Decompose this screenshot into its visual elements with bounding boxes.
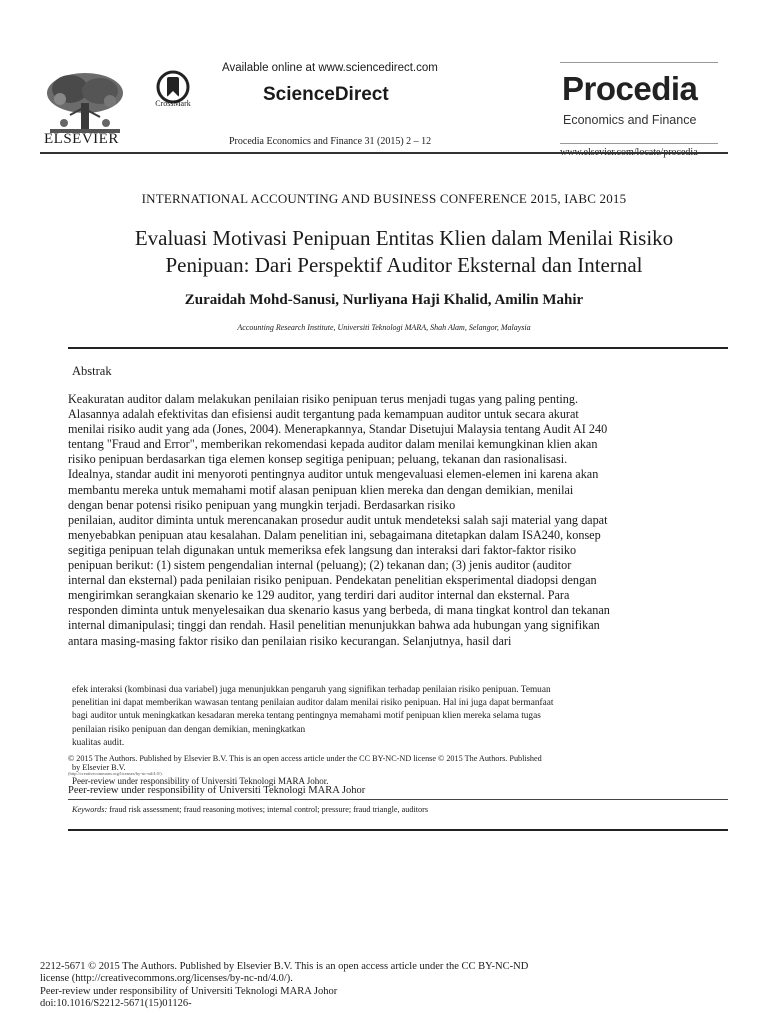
license-link[interactable]: (http://creativecommons.org/licenses/by-nc-nd/4.0/).: [68, 771, 163, 776]
abstract-line: internal dan eksternal) pada penilaian risiko penipuan. Pendekatan penelitian eksperimental diadopsi dengan: [68, 573, 597, 588]
keywords-divider: [68, 799, 728, 800]
abstract-line: menyebabkan penipuan atau kesalahan. Dalam penelitian ini, sebagaimana ditetapkan dalam ISA240, konsep: [68, 527, 601, 542]
article-title: [0, 225, 768, 279]
title-line-2: Penipuan: Dari Perspektif Auditor Eksternal dan Internal: [165, 253, 643, 277]
keywords: [72, 805, 428, 814]
abstract-divider: [68, 347, 728, 349]
abstract-body: [68, 392, 728, 649]
footer-doi[interactable]: doi:10.1016/S2212-5671(15)01126-: [40, 998, 192, 1010]
abstract-continuation: [72, 684, 722, 750]
footer-license-link[interactable]: license (http://creativecommons.org/licenses/by-nc-nd/4.0/).: [40, 973, 293, 985]
conference-name: INTERNATIONAL ACCOUNTING AND BUSINESS CONFERENCE 2015, IABC 2015: [141, 191, 627, 206]
abstract-line: dengan benar potensi risiko penipuan yang mungkin terjadi. Berdasarkan risiko: [68, 497, 456, 512]
peer-review-note-small: Peer-review under responsibility of Universiti Teknologi MARA Johor.: [72, 776, 329, 786]
footer-line: 2212-5671 © 2015 The Authors. Published by Elsevier B.V. This is an open access article under the CC BY-NC-ND: [40, 961, 529, 972]
footer: [40, 961, 600, 1011]
peer-review-note: Peer-review under responsibility of Universiti Teknologi MARA Johor: [68, 785, 366, 796]
keywords-text: fraud risk assessment; fraud reasoning motives; internal control; pressure; fraud triangle, auditors: [107, 805, 429, 814]
available-online-text: Available online at www.sciencedirect.com: [222, 62, 438, 74]
abstract-line: tentang "Fraud and Error", memberikan rekomendasi kepada auditor dalam menilai kemungkinan klien akan: [68, 437, 598, 452]
abstract-heading: Abstrak: [72, 364, 112, 378]
abstract-line: Alasannya adalah efektivitas dan efisiensi audit tergantung pada kemampuan auditor untuk secara akurat: [68, 407, 579, 422]
abstract-line: mengirimkan serangkaian skenario ke 129 auditor, yang terdiri dari auditor internal dan eksternal. Para: [68, 588, 570, 603]
license-notice: [68, 754, 628, 772]
license-line-2: by Elsevier B.V.: [72, 763, 126, 772]
header-divider: [40, 152, 728, 154]
elsevier-wordmark: ELSEVIER: [44, 131, 119, 147]
license-line-1: © 2015 The Authors. Published by Elsevier B.V. This is an open access article under the CC BY-NC-ND license © 2015 The Authors. Published: [68, 754, 542, 763]
journal-reference: Procedia Economics and Finance 31 (2015) 2 – 12: [229, 136, 432, 147]
abstract-line: menilai risiko audit yang ada (Jones, 2004). Menerapkannya, Standar Disetujui Malaysia tentang Audit AI 240: [68, 422, 608, 437]
sciencedirect-logo[interactable]: ScienceDirect: [263, 84, 389, 105]
abstract-end-divider: [68, 829, 728, 831]
authors: Zuraidah Mohd-Sanusi, Nurliyana Haji Khalid, Amilin Mahir: [184, 292, 584, 308]
abstract-line: segitiga penipuan telah digunakan untuk memeriksa efek langsung dan interaksi dari faktor-faktor risiko: [68, 542, 577, 557]
abstract-line: risiko penipuan berdasarkan tiga elemen konsep segitiga penipuan; peluang, tekanan dan rasionalisasi.: [68, 452, 568, 467]
abstract-small-line: penelitian ini dapat memberikan wawasan tentang penilaian auditor dalam menilai risiko penipuan. Hal ini juga dapat bermanfaat: [72, 698, 554, 709]
abstract-small-line: bagi auditor untuk meningkatkan kesadaran mereka tentang pentingnya memahami motif penipuan klien mereka selama tugas: [72, 711, 541, 722]
procedia-subtitle: Economics and Finance: [563, 113, 697, 127]
procedia-title: Procedia: [562, 70, 698, 107]
keywords-label: Keywords:: [72, 805, 108, 814]
abstract-small-line: kualitas audit.: [72, 737, 125, 748]
abstract-line: Keakuratan auditor dalam melakukan penilaian risiko penipuan terus menjadi tugas yang paling penting.: [68, 392, 579, 406]
abstract-small-line: penilaian risiko penipuan dan dengan demikian, meningkatkan: [72, 724, 306, 735]
abstract-line: Idealnya, standar audit ini menyoroti pentingnya auditor untuk mengevaluasi elemen-elemen ini karena akan: [68, 467, 599, 482]
abstract-small-line: efek interaksi (kombinasi dua variabel) juga menunjukkan pengaruh yang signifikan terhadap penilaian risiko penipuan. Temuan: [72, 685, 551, 695]
crossmark-label: CrossMark: [155, 99, 191, 108]
abstract-line: penilaian, auditor diminta untuk merencanakan prosedur audit untuk mendeteksi salah saji material yang dapat: [68, 512, 608, 527]
abstract-line: penipuan berikut: (1) sistem pengendalian internal (peluang); (2) tekanan dan; (3) jenis auditor (auditor: [68, 558, 572, 573]
abstract-line: internal dimanipulasi; tinggi dan rendah. Hasil penelitian menunjukkan bahwa ada hubungan yang signifikan: [68, 618, 600, 633]
footer-line: Peer-review under responsibility of Universiti Teknologi MARA Johor: [40, 985, 338, 997]
abstract-line: antara masing-masing faktor risiko dan penilaian risiko kecurangan. Selanjutnya, hasil dari: [68, 633, 512, 648]
title-line-1: Evaluasi Motivasi Penipuan Entitas Klien dalam Menilai Risiko: [134, 226, 674, 250]
abstract-line: membantu mereka untuk memahami motif alasan penipuan klien mereka dan dengan demikian, menilai: [68, 482, 574, 497]
abstract-line: responden diminta untuk menyelesaikan dua skenario kasus yang berbeda, di mana tingkat kontrol dan tekanan: [68, 603, 610, 618]
affiliation: Accounting Research Institute, Universiti Teknologi MARA, Shah Alam, Selangor, Malaysia: [237, 323, 531, 332]
